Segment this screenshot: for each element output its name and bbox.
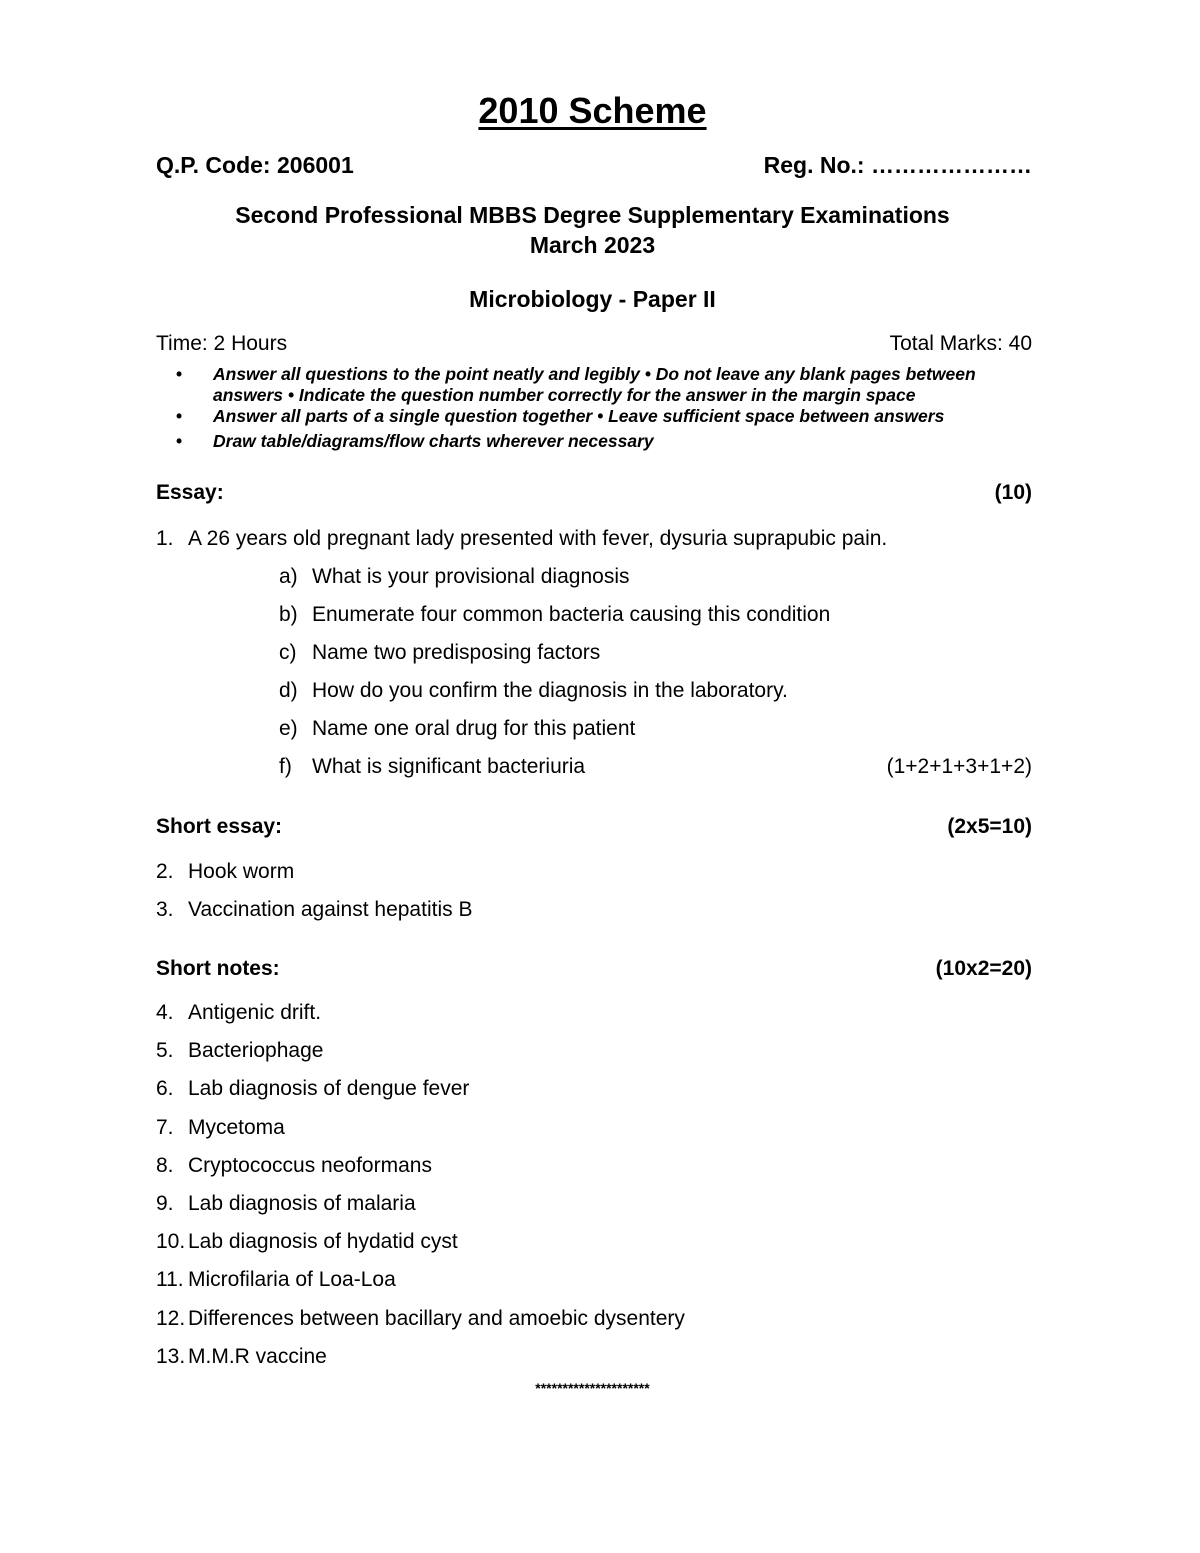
bullet-icon: • [176,431,183,451]
exam-name: Second Professional MBBS Degree Supplementary Examinations [235,202,950,228]
question-3: 3. Vaccination against hepatitis B [156,898,473,921]
question-2: 2. Hook worm [156,860,295,883]
question-8: 8. Cryptococcus neoformans [156,1154,432,1177]
question-1: 1. A 26 years old pregnant lady presented with fever, dysuria suprapubic pain. [156,527,888,550]
question-part: c) Name two predisposing factors [279,641,601,664]
question-part: f) What is significant bacteriuria [279,755,586,778]
question-part: d) How do you confirm the diagnosis in the laboratory. [279,679,788,702]
qp-code: Q.P. Code: 206001 [156,152,354,178]
short-notes-section-heading [156,957,1032,981]
question-part: e) Name one oral drug for this patient [279,717,636,740]
question-10: 10. Lab diagnosis of hydatid cyst [156,1230,458,1253]
question-11: 11. Microfilaria of Loa-Loa [156,1268,396,1291]
short-essay-section-heading [156,815,1032,839]
question-part: a) What is your provisional diagnosis [279,565,630,588]
subject-title: Microbiology - Paper II [469,286,716,312]
essay-parts-marks: (1+2+1+3+1+2) [886,755,1032,778]
question-13: 13. M.M.R vaccine [156,1345,327,1368]
question-6: 6. Lab diagnosis of dengue fever [156,1077,470,1100]
short-essay-marks: (2x5=10) [947,815,1032,838]
short-notes-marks: (10x2=20) [935,957,1032,980]
question-12: 12. Differences between bacillary and amoebic dysentery [156,1307,685,1330]
essay-section-heading [156,481,1032,505]
qp-code-row [156,152,1032,179]
short-essay-label: Short essay: [156,815,283,838]
bullet-icon: • [176,406,183,426]
instruction-item: • Answer all questions to the point neatly and legibly • Do not leave any blank pages between answers • Indicate the question number correctly for the answer in the margin space [176,364,976,405]
short-notes-label: Short notes: [156,957,280,980]
essay-label: Essay: [156,481,224,504]
time-marks-row [156,332,1032,356]
question-7: 7. Mycetoma [156,1116,285,1139]
question-9: 9. Lab diagnosis of malaria [156,1192,416,1215]
instruction-item: • Draw table/diagrams/flow charts wherever necessary [176,431,654,451]
scheme-title: 2010 Scheme [478,90,707,131]
instruction-item: • Answer all parts of a single question together • Leave sufficient space between answers [176,406,945,426]
bullet-icon: • [176,364,183,384]
question-5: 5. Bacteriophage [156,1039,324,1062]
instructions-list [156,364,1036,456]
question-part: b) Enumerate four common bacteria causing this condition [279,603,831,626]
total-marks: Total Marks: 40 [889,332,1032,355]
exam-date: March 2023 [529,232,656,258]
reg-no: Reg. No.: ………………… [763,152,1032,178]
end-of-paper-stars: ********************* [535,1380,650,1396]
essay-marks: (10) [994,481,1032,504]
exam-time: Time: 2 Hours [156,332,288,355]
question-4: 4. Antigenic drift. [156,1001,322,1024]
